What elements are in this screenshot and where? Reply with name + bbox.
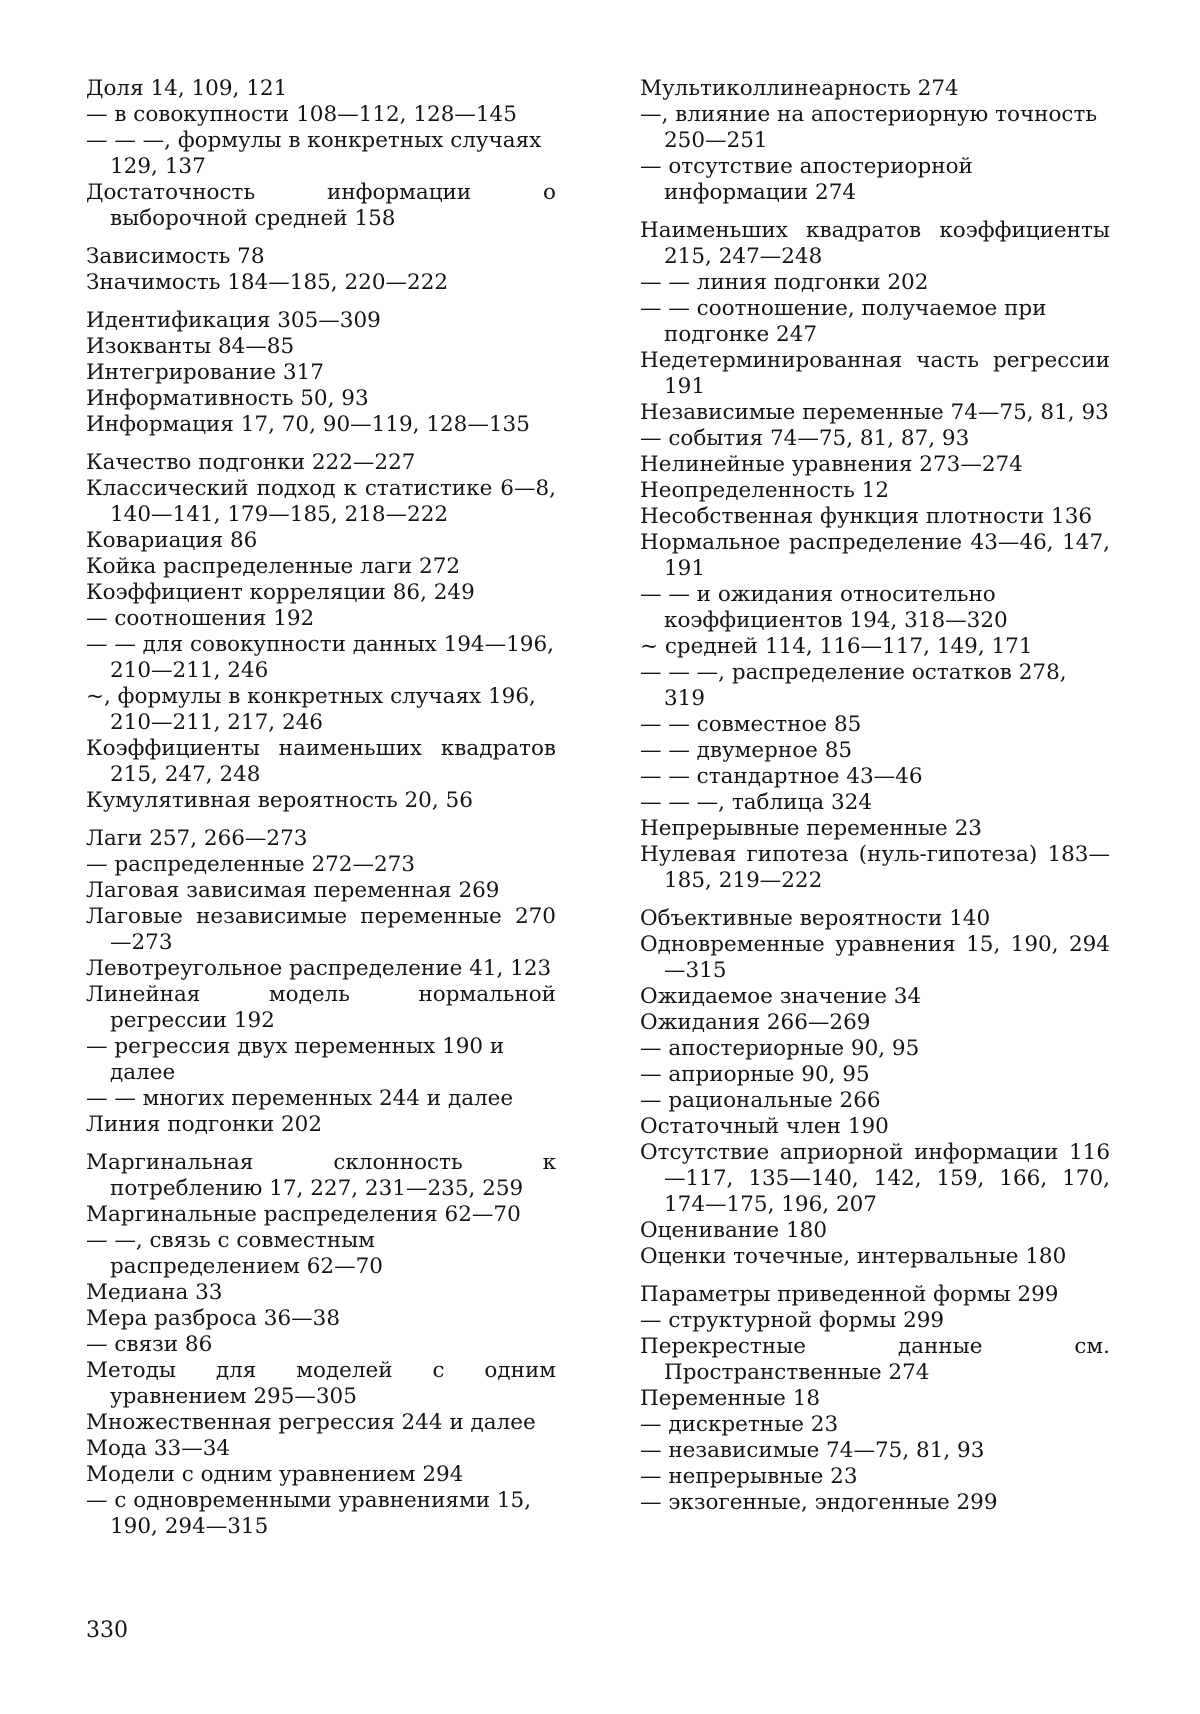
index-entry: Маргинальная склонность к потреблению 17, 227, 231—235, 259 bbox=[86, 1150, 556, 1201]
index-subentry: — — —, распределение остатков 278, 319 bbox=[640, 660, 1067, 711]
index-column-left bbox=[86, 76, 556, 1540]
index-entry: Мультиколлинеарность 274 bbox=[640, 76, 959, 101]
index-subentry: — — —, формулы в конкретных случаях 129, 137 bbox=[86, 128, 542, 179]
index-entry: Остаточный член 190 bbox=[640, 1114, 889, 1139]
index-entry: Доля 14, 109, 121 bbox=[86, 76, 288, 101]
index-subentry: — — двумерное 85 bbox=[640, 738, 853, 763]
index-entry: Методы для моделей с одним уравнением 295—305 bbox=[86, 1358, 556, 1409]
index-column-right bbox=[640, 76, 1110, 1516]
index-entry: Линейная модель нормальной регрессии 192 bbox=[86, 982, 556, 1033]
index-entry: Перекрестные данные см. Пространственные 274 bbox=[640, 1334, 1110, 1385]
index-subentry: — — —, таблица 324 bbox=[640, 790, 872, 815]
index-subentry: — соотношения 192 bbox=[86, 606, 315, 631]
index-entry: Коэффициент корреляции 86, 249 bbox=[86, 580, 475, 605]
index-entry: Модели с одним уравнением 294 bbox=[86, 1462, 464, 1487]
index-entry: Ожидаемое значение 34 bbox=[640, 984, 922, 1009]
index-subentry: — рациональные 266 bbox=[640, 1088, 881, 1113]
index-subentry: — — многих переменных 244 и далее bbox=[86, 1086, 514, 1111]
index-entry: Интегрирование 317 bbox=[86, 360, 324, 385]
index-subentry: — регрессия двух переменных 190 и далее bbox=[86, 1034, 505, 1085]
page-number: 330 bbox=[86, 1618, 128, 1643]
index-entry: Независимые переменные 74—75, 81, 93 bbox=[640, 400, 1109, 425]
index-entry: Неопределенность 12 bbox=[640, 478, 890, 503]
index-subentry: — — соотношение, получаемое при подгонке 247 bbox=[640, 296, 1047, 347]
index-entry: Мода 33—34 bbox=[86, 1436, 231, 1461]
index-entry: Мера разброса 36—38 bbox=[86, 1306, 341, 1331]
index-subentry: — апостериорные 90, 95 bbox=[640, 1036, 920, 1061]
index-entry: Изокванты 84—85 bbox=[86, 334, 295, 359]
index-entry: Ковариация 86 bbox=[86, 528, 258, 553]
index-entry: Ожидания 266—269 bbox=[640, 1010, 871, 1035]
index-subentry: —, влияние на апостериорную точность 250—251 bbox=[640, 102, 1098, 153]
index-entry: Одновременные уравнения 15, 190, 294—315 bbox=[640, 932, 1110, 983]
index-subentry: — распределенные 272—273 bbox=[86, 852, 416, 877]
index-subentry: — экзогенные, эндогенные 299 bbox=[640, 1490, 998, 1515]
index-entry: Качество подгонки 222—227 bbox=[86, 450, 416, 475]
index-subentry: — — для совокупности данных 194—196, 210—211, 246 bbox=[86, 632, 554, 683]
index-entry: Левотреугольное распределение 41, 123 bbox=[86, 956, 552, 981]
index-entry: Маргинальные распределения 62—70 bbox=[86, 1202, 521, 1227]
index-entry: Линия подгонки 202 bbox=[86, 1112, 323, 1137]
index-subentry: — с одновременными уравнениями 15, 190, 294—315 bbox=[86, 1488, 532, 1539]
index-subentry: — —, связь с совместным распределением 62—70 bbox=[86, 1228, 383, 1279]
index-subentry: — отсутствие апостериорной информации 274 bbox=[640, 154, 973, 205]
index-entry: Классический подход к статистике 6—8, 140—141, 179—185, 218—222 bbox=[86, 476, 556, 527]
index-subentry: — структурной формы 299 bbox=[640, 1308, 945, 1333]
index-entry: Нулевая гипотеза (нуль-гипотеза) 183—185, 219—222 bbox=[640, 842, 1110, 893]
index-subentry: — события 74—75, 81, 87, 93 bbox=[640, 426, 970, 451]
index-entry: Оценки точечные, интервальные 180 bbox=[640, 1244, 1067, 1269]
index-entry: Нормальное распределение 43—46, 147, 191 bbox=[640, 530, 1110, 581]
index-subentry: — дискретные 23 bbox=[640, 1412, 839, 1437]
index-entry: Значимость 184—185, 220—222 bbox=[86, 270, 449, 295]
index-entry: Идентификация 305—309 bbox=[86, 308, 381, 333]
index-entry: Оценивание 180 bbox=[640, 1218, 828, 1243]
index-entry: Отсутствие априорной информации 116—117, 135—140, 142, 159, 166, 170, 174—175, 196, 207 bbox=[640, 1140, 1110, 1217]
index-entry: Недетерминированная часть регрессии 191 bbox=[640, 348, 1110, 399]
index-entry: Объективные вероятности 140 bbox=[640, 906, 991, 931]
index-entry: Койка распределенные лаги 272 bbox=[86, 554, 461, 579]
index-subentry: — — и ожидания относительно коэффициентов 194, 318—320 bbox=[640, 582, 1008, 633]
index-entry: Несобственная функция плотности 136 bbox=[640, 504, 1093, 529]
index-subentry: — непрерывные 23 bbox=[640, 1464, 858, 1489]
index-entry: Лаговые независимые переменные 270—273 bbox=[86, 904, 556, 955]
index-entry: Множественная регрессия 244 и далее bbox=[86, 1410, 536, 1435]
index-entry: Информация 17, 70, 90—119, 128—135 bbox=[86, 412, 530, 437]
index-subentry: ~ средней 114, 116—117, 149, 171 bbox=[640, 634, 1033, 659]
index-entry: Лаговая зависимая переменная 269 bbox=[86, 878, 500, 903]
index-entry: Лаги 257, 266—273 bbox=[86, 826, 308, 851]
index-subentry: — — линия подгонки 202 bbox=[640, 270, 929, 295]
index-subentry: — независимые 74—75, 81, 93 bbox=[640, 1438, 985, 1463]
index-entry: Переменные 18 bbox=[640, 1386, 821, 1411]
index-entry: Параметры приведенной формы 299 bbox=[640, 1282, 1059, 1307]
index-entry: Кумулятивная вероятность 20, 56 bbox=[86, 788, 473, 813]
index-subentry: — связи 86 bbox=[86, 1332, 213, 1357]
index-entry: Медиана 33 bbox=[86, 1280, 223, 1305]
index-entry: Непрерывные переменные 23 bbox=[640, 816, 982, 841]
index-entry: Наименьших квадратов коэффициенты 215, 247—248 bbox=[640, 218, 1110, 269]
index-entry: Нелинейные уравнения 273—274 bbox=[640, 452, 1023, 477]
index-entry: Коэффициенты наименьших квадратов 215, 247, 248 bbox=[86, 736, 556, 787]
index-entry: Зависимость 78 bbox=[86, 244, 265, 269]
index-subentry: — — совместное 85 bbox=[640, 712, 862, 737]
index-entry: Информативность 50, 93 bbox=[86, 386, 369, 411]
index-subentry: — в совокупности 108—112, 128—145 bbox=[86, 102, 517, 127]
index-subentry: — априорные 90, 95 bbox=[640, 1062, 870, 1087]
index-subentry: — — стандартное 43—46 bbox=[640, 764, 923, 789]
index-subentry: ~, формулы в конкретных случаях 196, 210—211, 217, 246 bbox=[86, 684, 536, 735]
index-entry: Достаточность информации о выборочной средней 158 bbox=[86, 180, 556, 231]
